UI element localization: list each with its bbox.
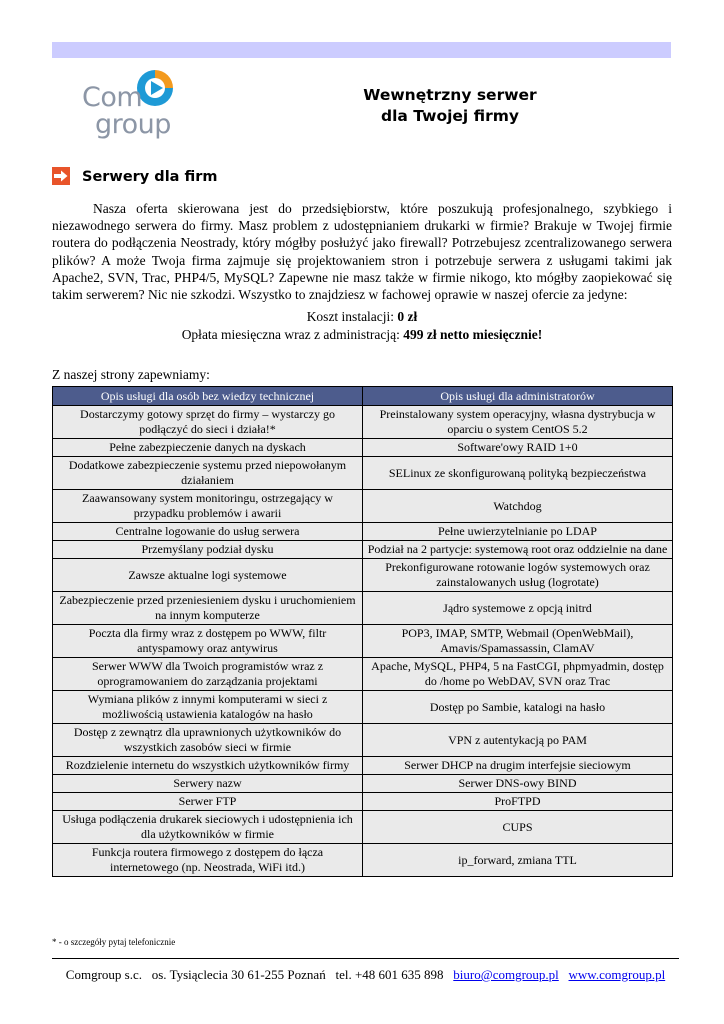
installation-cost-value: 0 zł bbox=[397, 309, 418, 324]
logo-text-group: group bbox=[95, 109, 171, 140]
admin-description-cell: Pełne uwierzytelnianie po LDAP bbox=[363, 523, 673, 541]
monthly-fee bbox=[52, 326, 672, 343]
admin-description-cell: CUPS bbox=[363, 811, 673, 844]
service-description-cell: Rozdzielenie internetu do wszystkich użytkowników firmy bbox=[53, 757, 363, 775]
admin-description-cell: Prekonfigurowane rotowanie logów systemowych oraz zainstalowanych usług (logrotate) bbox=[363, 559, 673, 592]
service-description-cell: Zaawansowany system monitoringu, ostrzegający w przypadku problemów i awarii bbox=[53, 490, 363, 523]
service-description-cell: Serwery nazw bbox=[53, 775, 363, 793]
installation-cost-label: Koszt instalacji: bbox=[306, 309, 398, 324]
footer-phone: tel. +48 601 635 898 bbox=[335, 967, 444, 982]
service-description-cell: Zabezpieczenie przed przeniesieniem dysku i uruchomieniem na innym komputerze bbox=[53, 592, 363, 625]
table-row bbox=[53, 793, 673, 811]
footer-divider bbox=[52, 958, 679, 959]
admin-description-cell: Apache, MySQL, PHP4, 5 na FastCGI, phpmyadmin, dostęp do /home po WebDAV, SVN oraz Trac bbox=[363, 658, 673, 691]
admin-description-cell: Jądro systemowe z opcją initrd bbox=[363, 592, 673, 625]
admin-description-cell: Serwer DNS-owy BIND bbox=[363, 775, 673, 793]
arrow-right-icon bbox=[52, 167, 70, 185]
admin-description-cell: Preinstalowany system operacyjny, własna dystrybucja w oparciu o system CentOS 5.2 bbox=[363, 406, 673, 439]
footnote: * - o szczegóły pytaj telefonicznie bbox=[52, 937, 176, 947]
service-description-cell: Dostęp z zewnątrz dla uprawnionych użytkowników do wszystkich zasobów sieci w firmie bbox=[53, 724, 363, 757]
table-row bbox=[53, 691, 673, 724]
table-row bbox=[53, 406, 673, 439]
comgroup-logo bbox=[82, 68, 182, 142]
service-description-cell: Pełne zabezpieczenie danych na dyskach bbox=[53, 439, 363, 457]
header-admin: Opis usługi dla administratorów bbox=[363, 387, 673, 406]
installation-cost bbox=[52, 308, 672, 325]
admin-description-cell: Podział na 2 partycje: systemową root oraz oddzielnie na dane bbox=[363, 541, 673, 559]
service-description-cell: Poczta dla firmy wraz z dostępem po WWW, filtr antyspamowy oraz antywirus bbox=[53, 625, 363, 658]
footer-email-link[interactable]: biuro@comgroup.pl bbox=[453, 967, 559, 982]
table-row bbox=[53, 523, 673, 541]
table-row bbox=[53, 757, 673, 775]
table-row bbox=[53, 439, 673, 457]
table-header-row bbox=[53, 387, 673, 406]
service-description-cell: Przemyślany podział dysku bbox=[53, 541, 363, 559]
admin-description-cell: Watchdog bbox=[363, 490, 673, 523]
service-description-cell: Dostarczymy gotowy sprzęt do firmy – wystarczy go podłączyć do sieci i działa!* bbox=[53, 406, 363, 439]
title-line-2: dla Twojej firmy bbox=[380, 107, 520, 125]
footer-address: os. Tysiąclecia 30 61-255 Poznań bbox=[151, 967, 326, 982]
intro-paragraph: Nasza oferta skierowana jest do przedsiębiorstw, które poszukują profesjonalnego, szybkiego i niezawodnego serwera do firmy. Masz problem z udostępnianiem drukarki w firmie? Brakuje w Twojej firmie routera do podłączenia Neostrady, który mógłby posłużyć jako firewall? Potrzebujesz zcentralizowanego serwera plików? A może Twoja firma zajmuje się projektowaniem stron i potrzebuje serwera z usługami takimi jak Apache2, SVN, Trac, PHP4/5, MySQL? Zapewne nie masz także w firmie nikogo, kto mógłby zaopiekować się takim serwerem? Nic nie szkodzi. Wszystko to znajdziesz w fachowej oprawie w naszej ofercie za jedyne: bbox=[52, 201, 672, 303]
footer-company: Comgroup s.c. bbox=[65, 967, 142, 982]
table-row bbox=[53, 559, 673, 592]
table-row bbox=[53, 625, 673, 658]
admin-description-cell: VPN z autentykacją po PAM bbox=[363, 724, 673, 757]
service-description-cell: Dodatkowe zabezpieczenie systemu przed niepowołanym działaniem bbox=[53, 457, 363, 490]
monthly-fee-label: Opłata miesięczna wraz z administracją: bbox=[181, 327, 404, 342]
logo-text-com: Com bbox=[82, 82, 143, 113]
admin-description-cell: ProFTPD bbox=[363, 793, 673, 811]
service-description-cell: Serwer WWW dla Twoich programistów wraz z oprogramowaniem do zarządzania projektami bbox=[53, 658, 363, 691]
table-row bbox=[53, 844, 673, 877]
header-nontechnical: Opis usługi dla osób bez wiedzy technicznej bbox=[53, 387, 363, 406]
page-footer bbox=[52, 966, 679, 983]
services-intro-label: Z naszej strony zapewniamy: bbox=[52, 367, 210, 382]
table-row bbox=[53, 457, 673, 490]
admin-description-cell: Software'owy RAID 1+0 bbox=[363, 439, 673, 457]
service-description-cell: Centralne logowanie do usług serwera bbox=[53, 523, 363, 541]
table-row bbox=[53, 811, 673, 844]
service-description-cell: Funkcja routera firmowego z dostępem do łącza internetowego (np. Neostrada, WiFi itd.) bbox=[53, 844, 363, 877]
service-description-cell: Usługa podłączenia drukarek sieciowych i udostępnienia ich dla użytkowników w firmie bbox=[53, 811, 363, 844]
admin-description-cell: POP3, IMAP, SMTP, Webmail (OpenWebMail), Amavis/Spamassassin, ClamAV bbox=[363, 625, 673, 658]
header-bar bbox=[52, 42, 671, 58]
admin-description-cell: Serwer DHCP na drugim interfejsie sieciowym bbox=[363, 757, 673, 775]
table-row bbox=[53, 490, 673, 523]
monthly-fee-value: 499 zł netto miesięcznie! bbox=[403, 327, 543, 342]
services-table bbox=[52, 386, 673, 877]
section-heading: Serwery dla firm bbox=[82, 169, 218, 185]
table-row bbox=[53, 724, 673, 757]
title-line-1: Wewnętrzny serwer bbox=[363, 86, 537, 104]
table-row bbox=[53, 541, 673, 559]
table-row bbox=[53, 592, 673, 625]
service-description-cell: Serwer FTP bbox=[53, 793, 363, 811]
admin-description-cell: SELinux ze skonfigurowaną polityką bezpieczeństwa bbox=[363, 457, 673, 490]
table-row bbox=[53, 775, 673, 793]
footer-website-link[interactable]: www.comgroup.pl bbox=[568, 967, 666, 982]
service-description-cell: Zawsze aktualne logi systemowe bbox=[53, 559, 363, 592]
document-title bbox=[300, 85, 600, 127]
admin-description-cell: Dostęp po Sambie, katalogi na hasło bbox=[363, 691, 673, 724]
admin-description-cell: ip_forward, zmiana TTL bbox=[363, 844, 673, 877]
service-description-cell: Wymiana plików z innymi komputerami w sieci z możliwością ustawienia katalogów na hasło bbox=[53, 691, 363, 724]
table-row bbox=[53, 658, 673, 691]
